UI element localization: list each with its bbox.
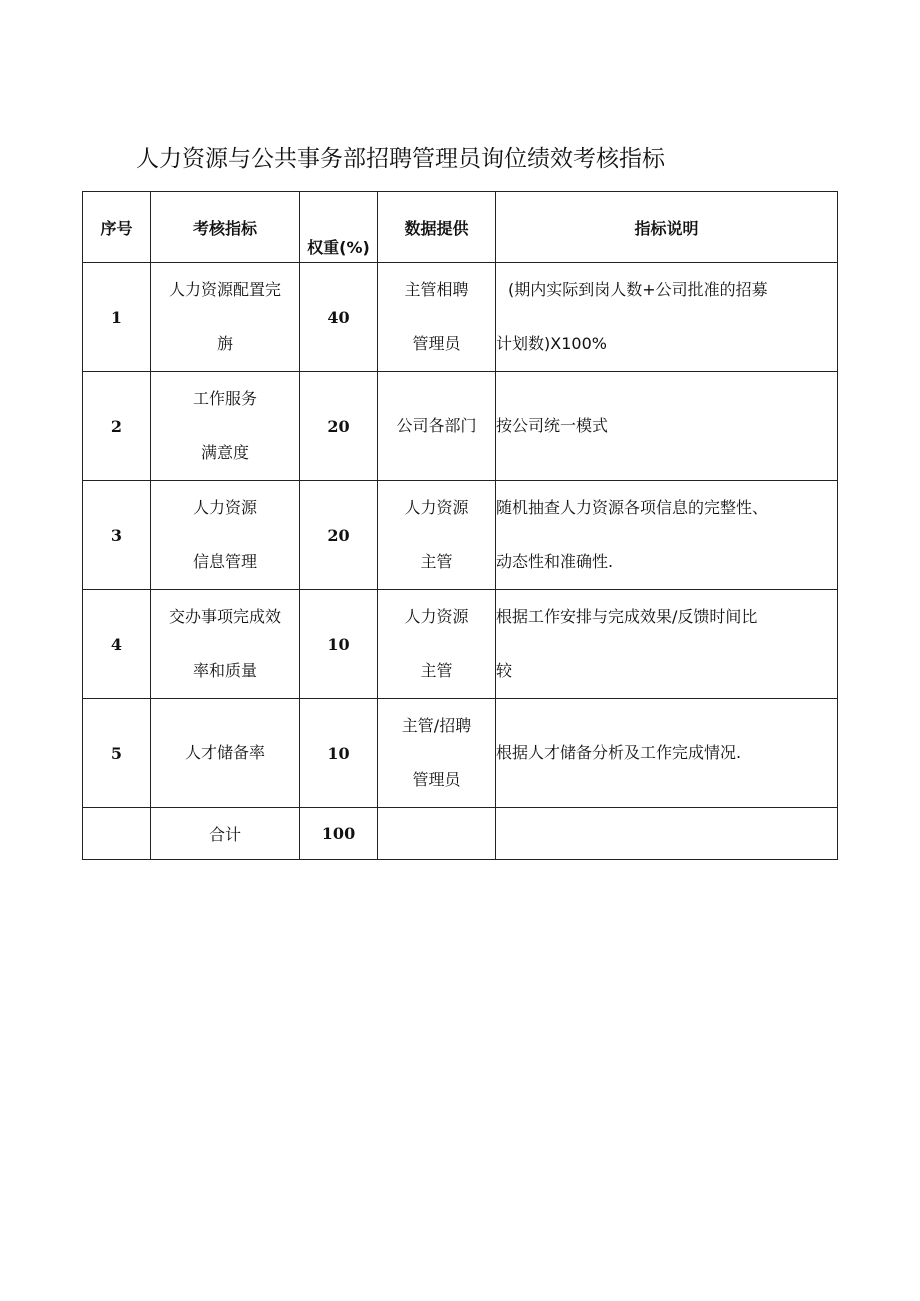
table-total-row <box>83 808 838 860</box>
cell-seq: 2 <box>83 372 151 481</box>
header-provider: 数据提供 <box>378 192 496 263</box>
cell-text-line: 旃 <box>216 334 233 353</box>
cell-text-line: 主管相聘 <box>404 280 469 299</box>
table-header-row <box>83 192 838 263</box>
cell-indicator <box>151 481 300 590</box>
kpi-table <box>82 191 838 860</box>
table-row <box>83 590 838 699</box>
cell-text-line: 工作服务 <box>192 389 257 408</box>
cell-indicator <box>151 372 300 481</box>
cell-total-weight: 100 <box>300 808 378 860</box>
cell-provider <box>378 590 496 699</box>
cell-text-line: 人力资源 <box>404 498 469 517</box>
cell-seq-empty <box>83 808 151 860</box>
cell-description <box>496 372 838 481</box>
cell-text-line: 根据工作安排与完成效果/反馈时间比 <box>496 607 758 626</box>
table-row <box>83 372 838 481</box>
cell-indicator <box>151 263 300 372</box>
cell-weight: 20 <box>300 481 378 590</box>
header-description: 指标说明 <box>496 192 838 263</box>
cell-provider <box>378 263 496 372</box>
cell-text-line: 主管 <box>420 661 453 680</box>
cell-seq: 5 <box>83 699 151 808</box>
cell-description-empty <box>496 808 838 860</box>
cell-provider-empty <box>378 808 496 860</box>
cell-text-line: 较 <box>496 661 513 680</box>
cell-text-line: 交办事项完成效 <box>168 607 281 626</box>
cell-weight: 20 <box>300 372 378 481</box>
cell-text-line: 人才储备率 <box>184 743 265 762</box>
cell-description <box>496 481 838 590</box>
cell-weight: 10 <box>300 590 378 699</box>
cell-text-indented: (期内实际到岗人数+公司批准的招募 <box>508 280 768 299</box>
cell-text-line: 管理员 <box>412 334 461 353</box>
cell-text-line: 人力资源 <box>192 498 257 517</box>
header-weight: 权重(%) <box>300 192 378 263</box>
cell-description <box>496 263 838 372</box>
cell-text-line: 率和质量 <box>192 661 257 680</box>
cell-seq: 4 <box>83 590 151 699</box>
cell-text-line: 管理员 <box>412 770 461 789</box>
cell-provider <box>378 699 496 808</box>
cell-provider <box>378 481 496 590</box>
document-title: 人力资源与公共事务部招聘管理员询位绩效考核指标 <box>136 146 665 172</box>
cell-total-label: 合计 <box>151 808 300 860</box>
cell-text-line: 计划数)X100% <box>496 334 607 353</box>
cell-provider <box>378 372 496 481</box>
cell-text-line: 满意度 <box>200 443 249 462</box>
table-row <box>83 699 838 808</box>
header-seq: 序号 <box>83 192 151 263</box>
cell-description <box>496 699 838 808</box>
cell-text-line <box>496 263 837 317</box>
cell-seq: 3 <box>83 481 151 590</box>
cell-text-line: 按公司统一模式 <box>496 416 609 435</box>
cell-weight: 40 <box>300 263 378 372</box>
cell-text-line: 人力资源 <box>404 607 469 626</box>
cell-text-line: 根据人才储备分析及工作完成情况. <box>496 743 742 762</box>
table-row <box>83 481 838 590</box>
table-row <box>83 263 838 372</box>
cell-text-line: 主管 <box>420 552 453 571</box>
cell-text-line: 公司各部门 <box>396 416 477 435</box>
cell-indicator <box>151 590 300 699</box>
cell-text-line: 动态性和准确性. <box>496 552 614 571</box>
cell-text-line: 主管/招聘 <box>401 716 472 735</box>
cell-description <box>496 590 838 699</box>
header-indicator: 考核指标 <box>151 192 300 263</box>
cell-indicator <box>151 699 300 808</box>
cell-text-line: 人力资源配置完 <box>168 280 281 299</box>
cell-text-line: 随机抽查人力资源各项信息的完整性、 <box>496 498 769 517</box>
cell-weight: 10 <box>300 699 378 808</box>
cell-text-line: 信息管理 <box>192 552 257 571</box>
cell-seq: 1 <box>83 263 151 372</box>
